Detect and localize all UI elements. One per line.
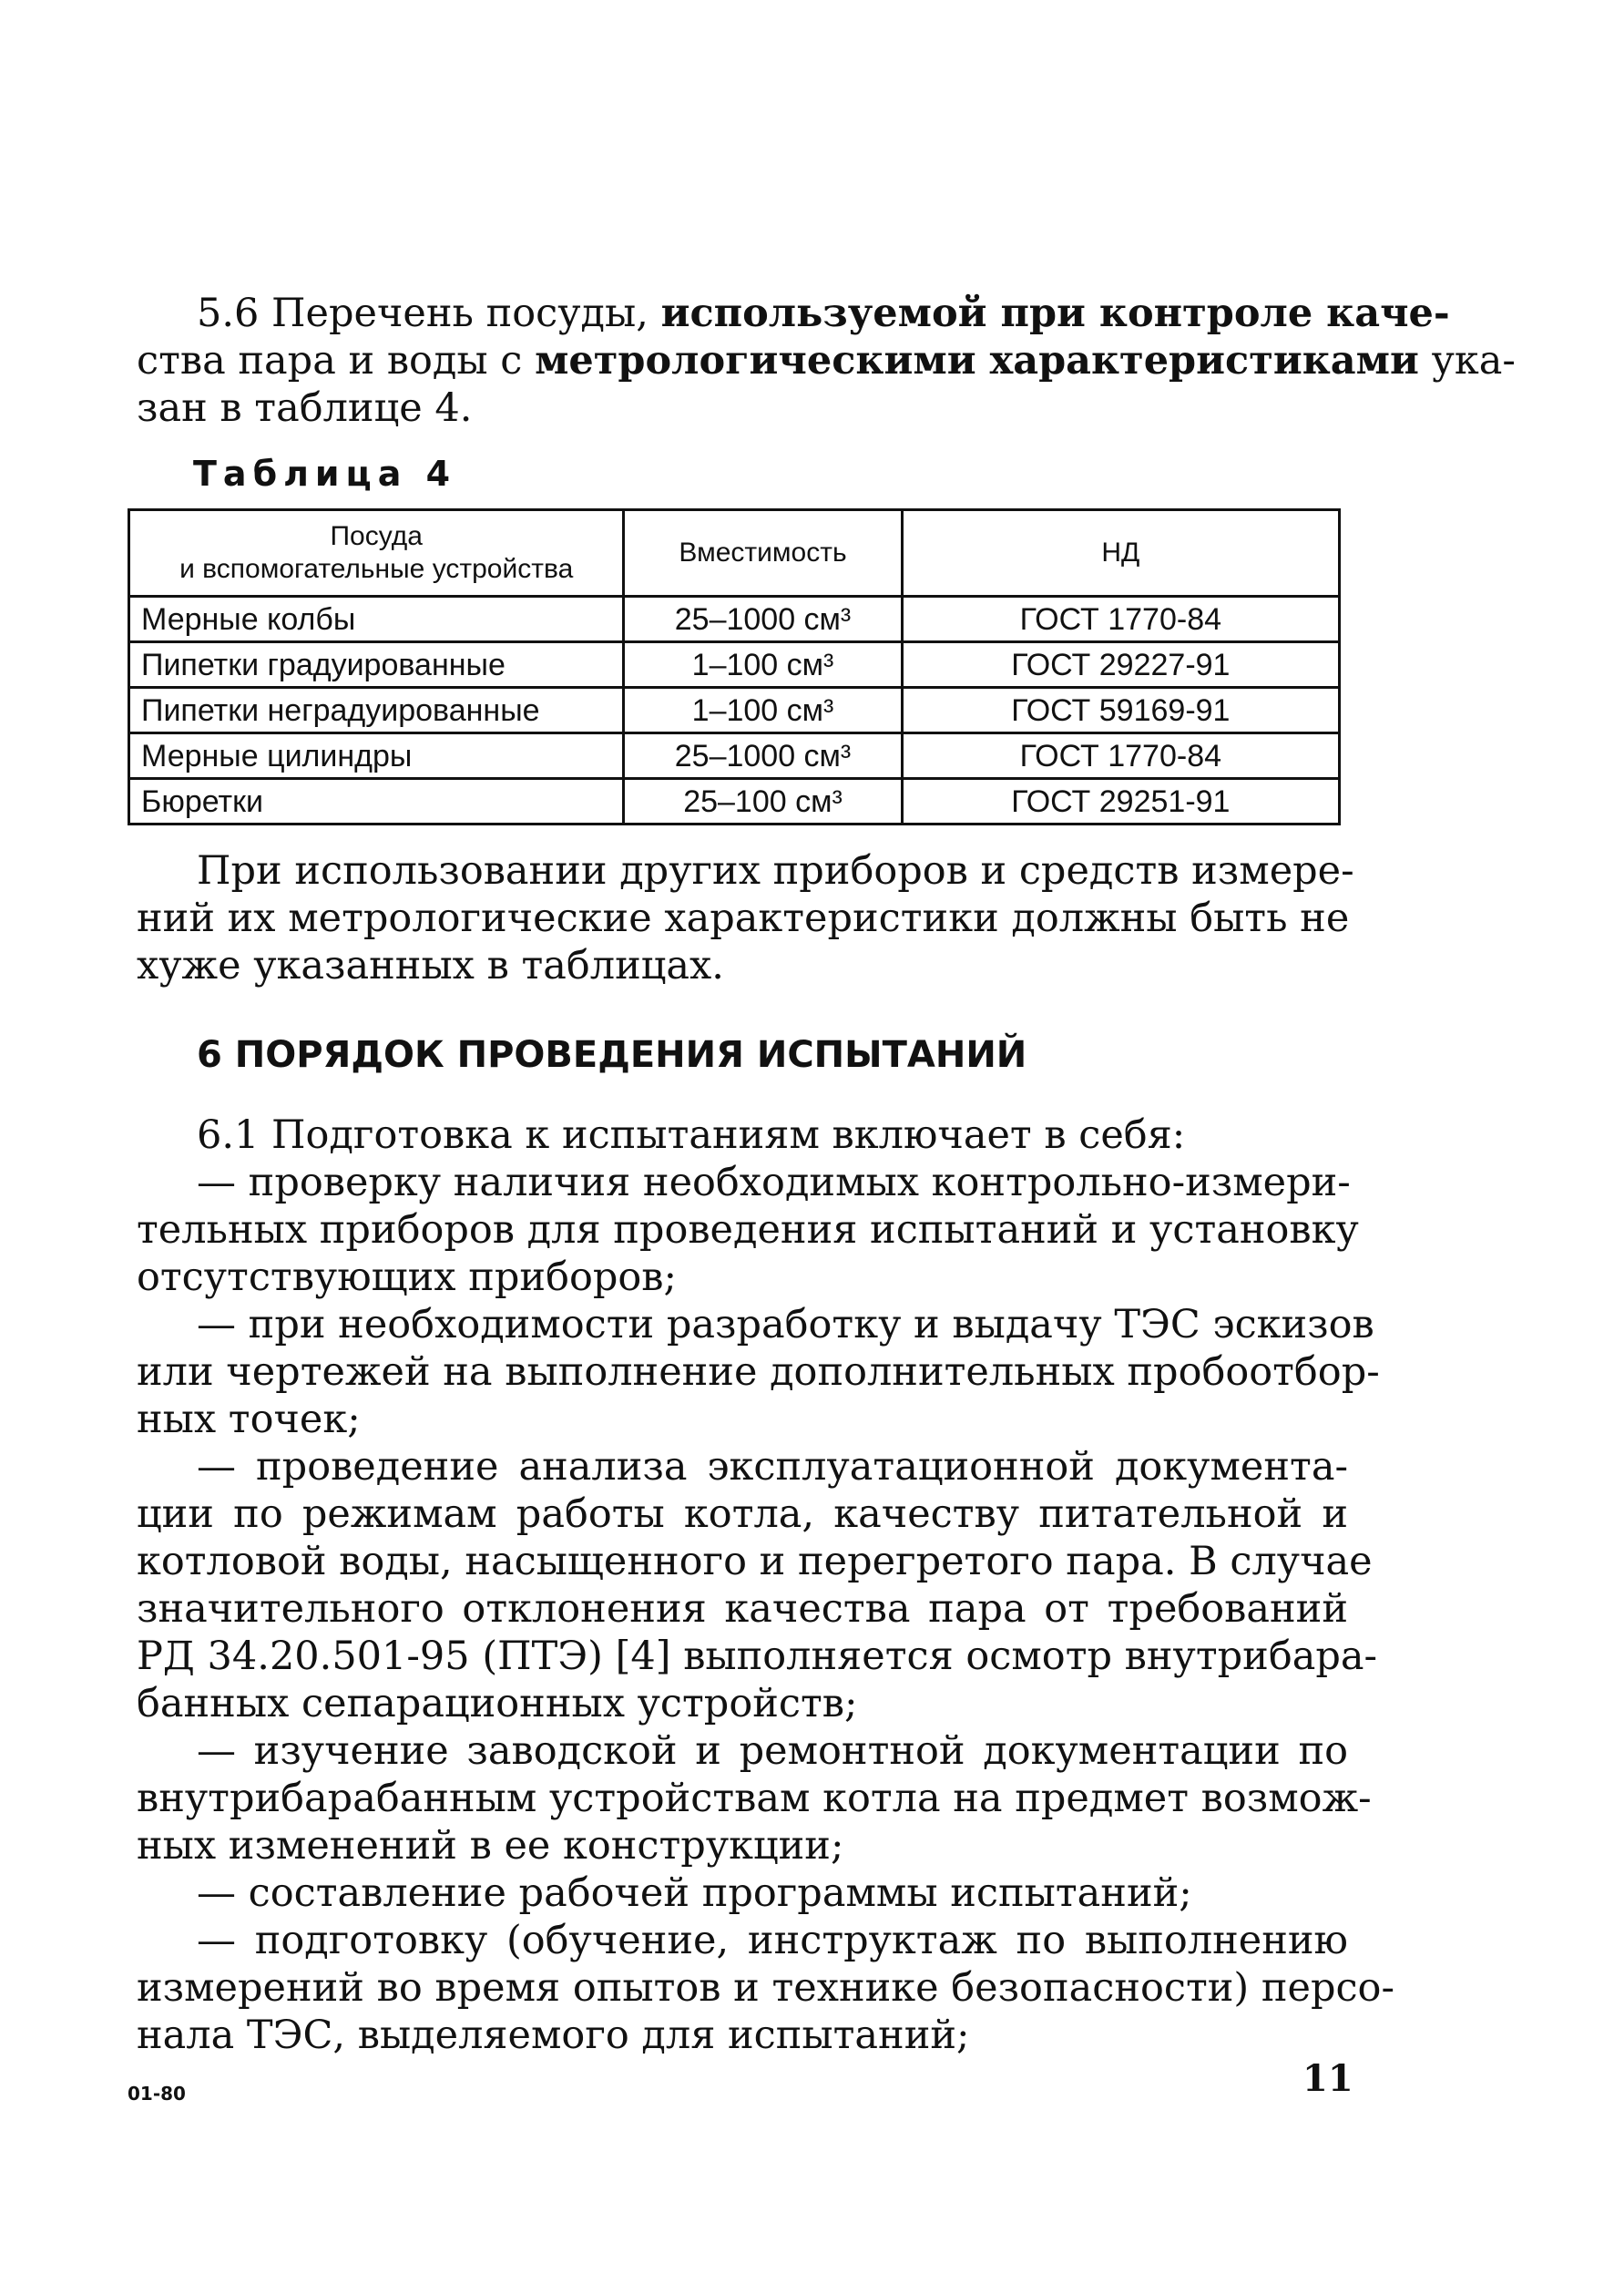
section-line: тельных приборов для проведения испытаний и установку [137,1207,1359,1253]
page-number: 11 [1302,2057,1353,2100]
after-table-line-1: При использовании других приборов и средств измере- [197,848,1354,894]
intro-text-bold: метрологическими характеристиками [535,338,1419,384]
footer-code: 01-80 [128,2083,186,2105]
cell-capacity: 1–100 см³ [624,642,902,688]
cell-capacity: 25–1000 см³ [624,597,902,642]
intro-text: ука- [1418,338,1516,384]
table-label: Таблица 4 [193,454,457,494]
table-row [129,688,1340,733]
after-table-line-3: хуже указанных в таблицах. [137,943,724,988]
section-line: ных изменений в ее конструкции; [137,1823,844,1869]
section-line: внутрибарабанным устройствам котла на предмет возмож- [137,1776,1372,1821]
header-capacity: Вместимость [624,510,902,597]
table-row [129,642,1340,688]
section-line: РД 34.20.501-95 (ПТЭ) [4] выполняется осмотр внутрибара- [137,1634,1378,1679]
section-line: отсутствующих приборов; [137,1255,677,1300]
table-row [129,779,1340,825]
cell-item: Бюретки [129,779,624,825]
header-equipment [129,510,624,597]
section-line: ных точек; [137,1397,361,1442]
cell-item: Пипетки неградуированные [129,688,624,733]
section-line: — изучение заводской и ремонтной документации по [197,1728,1348,1774]
cell-item: Мерные колбы [129,597,624,642]
cell-nd: ГОСТ 1770-84 [902,733,1339,779]
intro-text: 5.6 Перечень посуды, [197,291,661,336]
intro-line-3: зан в таблице 4. [137,385,473,431]
header-equipment-line1: Посуда [330,521,423,551]
cell-item: Пипетки градуированные [129,642,624,688]
intro-text-bold: используемой при контроле каче- [660,291,1450,336]
header-nd: НД [902,510,1339,597]
intro-line-1 [197,290,1450,337]
section-line: — проведение анализа эксплуатационной документа- [197,1444,1348,1490]
intro-text: ства пара и воды с [137,338,536,384]
header-equipment-line2: и вспомогательные устройства [179,554,574,584]
table-header-row [129,510,1340,597]
cell-nd: ГОСТ 1770-84 [902,597,1339,642]
section-line: нала ТЭС, выделяемого для испытаний; [137,2013,970,2058]
equipment-table [128,508,1341,825]
section-line: значительного отклонения качества пара от требований [137,1586,1348,1632]
table-row [129,733,1340,779]
section-heading: 6 ПОРЯДОК ПРОВЕДЕНИЯ ИСПЫТАНИЙ [197,1034,1027,1076]
section-line: — подготовку (обучение, инструктаж по выполнению [197,1918,1348,1963]
after-table-line-2: ний их метрологические характеристики должны быть не [137,896,1350,941]
section-line: ции по режимам работы котла, качеству питательной и [137,1491,1348,1537]
section-line: — составление рабочей программы испытаний; [197,1870,1192,1916]
section-line: 6.1 Подготовка к испытаниям включает в себя: [197,1112,1186,1158]
section-line: котловой воды, насыщенного и перегретого пара. В случае [137,1539,1373,1584]
cell-item: Мерные цилиндры [129,733,624,779]
cell-capacity: 25–100 см³ [624,779,902,825]
table-row [129,597,1340,642]
section-line: измерений во время опытов и технике безопасности) персо- [137,1965,1394,2011]
cell-capacity: 25–1000 см³ [624,733,902,779]
cell-capacity: 1–100 см³ [624,688,902,733]
section-line: — при необходимости разработку и выдачу ТЭС эскизов [197,1302,1374,1347]
section-line: — проверку наличия необходимых контрольно-измери- [197,1160,1351,1205]
section-line: банных сепарационных устройств; [137,1681,858,1726]
cell-nd: ГОСТ 29227-91 [902,642,1339,688]
intro-line-2 [137,337,1516,384]
cell-nd: ГОСТ 59169-91 [902,688,1339,733]
section-line: или чертежей на выполнение дополнительных пробоотбор- [137,1349,1380,1395]
cell-nd: ГОСТ 29251-91 [902,779,1339,825]
